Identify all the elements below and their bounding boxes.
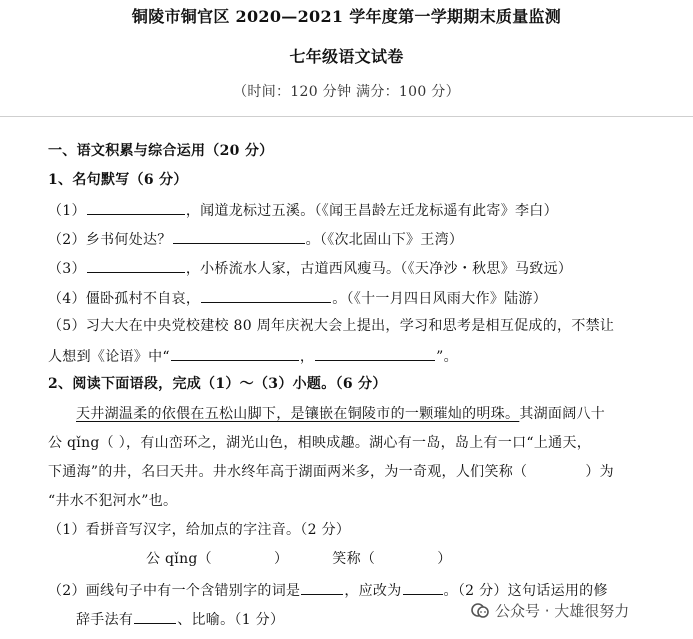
q1-item-2-prefix: （2）乡书何处达？ <box>48 232 172 248</box>
passage-line-3-a: 下通海”的井，名曰天井。井水终年高于湖面两米多，为一奇观，人们笑称（ <box>48 464 528 480</box>
exam-title: 铜陵市铜官区 2020—2021 学年度第一学期期末质量监测 <box>131 7 562 26</box>
answer-blank <box>171 345 299 361</box>
q1-item-4-prefix: （4）僵卧孤村不自哀， <box>48 291 201 307</box>
q1-item-5-line-1: （5）习大大在中央党校建校 80 周年庆祝大会上提出，学习和思考是相互促成的，不禁让 <box>48 318 615 334</box>
sub-question-1: （1）看拼音写汉字，给加点的字注音。（2 分） <box>48 522 351 538</box>
sub-question-2-line-1 <box>48 579 608 601</box>
sub-question-2-line-2 <box>76 608 284 630</box>
exam-subtitle: 七年级语文试卷 <box>289 47 404 66</box>
section-heading: 一、语文积累与综合运用（20 分） <box>48 143 274 159</box>
underlined-sentence: 天井湖温柔的依偎在五松山脚下，是镶嵌在铜陵市的一颗璀灿的明珠。 <box>76 406 520 422</box>
answer-b-close: ） <box>437 551 452 567</box>
divider <box>0 116 693 117</box>
passage-line-1-rest: 其湖面阔八十 <box>519 406 606 422</box>
q1-item-5-prefix: 人想到《论语》中“ <box>48 349 170 365</box>
wechat-account-icon <box>470 601 490 621</box>
answer-b-label: 笑称（ <box>332 551 376 567</box>
q1-item-2 <box>48 228 463 250</box>
passage-line-2: 公 qǐng（ ），有山峦环之，湖光山色，相映成趣。湖心有一岛，岛上有一口“上通天， <box>48 435 592 451</box>
q1-item-3-prefix: （3） <box>48 261 86 277</box>
answer-blank <box>403 579 443 595</box>
q1-item-2-suffix: 。（《次北固山下》王湾） <box>305 232 464 248</box>
answer-blank <box>315 345 435 361</box>
watermark <box>470 600 629 621</box>
sub-question-2-line-2-b: 、比喻。（1 分） <box>177 612 285 628</box>
sub-question-2-c: 。（2 分）这句话运用的修 <box>443 583 608 599</box>
q1-item-4-suffix: 。（《十一月四日风雨大作》陆游） <box>332 291 548 307</box>
answer-blank <box>301 579 343 595</box>
q1-item-3 <box>48 257 572 279</box>
passage-line-3-b: ）为 <box>585 464 614 480</box>
watermark-text: 公众号 · 大雄很努力 <box>495 602 630 620</box>
answer-blank <box>173 228 305 244</box>
sub-question-2-a: （2）画线句子中有一个含错别字的词是 <box>48 583 301 599</box>
sub-question-1-answers <box>146 549 452 569</box>
answer-blank <box>87 257 185 273</box>
q1-item-1-suffix: ，闻道龙标过五溪。（《闻王昌龄左迁龙标遥有此寄》李白） <box>185 203 558 219</box>
answer-a-label: 公 qǐng（ <box>146 551 212 567</box>
passage-line-1 <box>76 404 605 424</box>
answer-blank <box>87 199 185 215</box>
q1-item-5-separator: ， <box>299 349 315 365</box>
q1-item-5-line-2 <box>48 345 458 367</box>
answer-a-close: ） <box>273 551 289 567</box>
answer-blank <box>134 608 176 624</box>
q1-item-1-prefix: （1） <box>48 203 86 219</box>
q1-item-3-suffix: ，小桥流水人家，古道西风瘦马。（《天净沙・秋思》马致远） <box>185 261 573 277</box>
passage-line-3 <box>48 462 614 482</box>
question-2-heading: 2、阅读下面语段，完成（1）～（3）小题。（6 分） <box>48 376 387 392</box>
q1-item-4 <box>48 287 547 309</box>
sub-question-2-line-2-a: 辞手法有 <box>76 612 134 628</box>
q1-item-5-suffix: ”。 <box>436 349 458 365</box>
q1-item-1 <box>48 199 558 221</box>
passage-line-4: “井水不犯河水”也。 <box>48 493 178 509</box>
answer-blank <box>201 287 331 303</box>
question-1-heading: 1、名句默写（6 分） <box>48 172 188 188</box>
sub-question-2-b: ，应改为 <box>344 583 402 599</box>
exam-meta: （时间：120 分钟 满分：100 分） <box>233 84 460 100</box>
